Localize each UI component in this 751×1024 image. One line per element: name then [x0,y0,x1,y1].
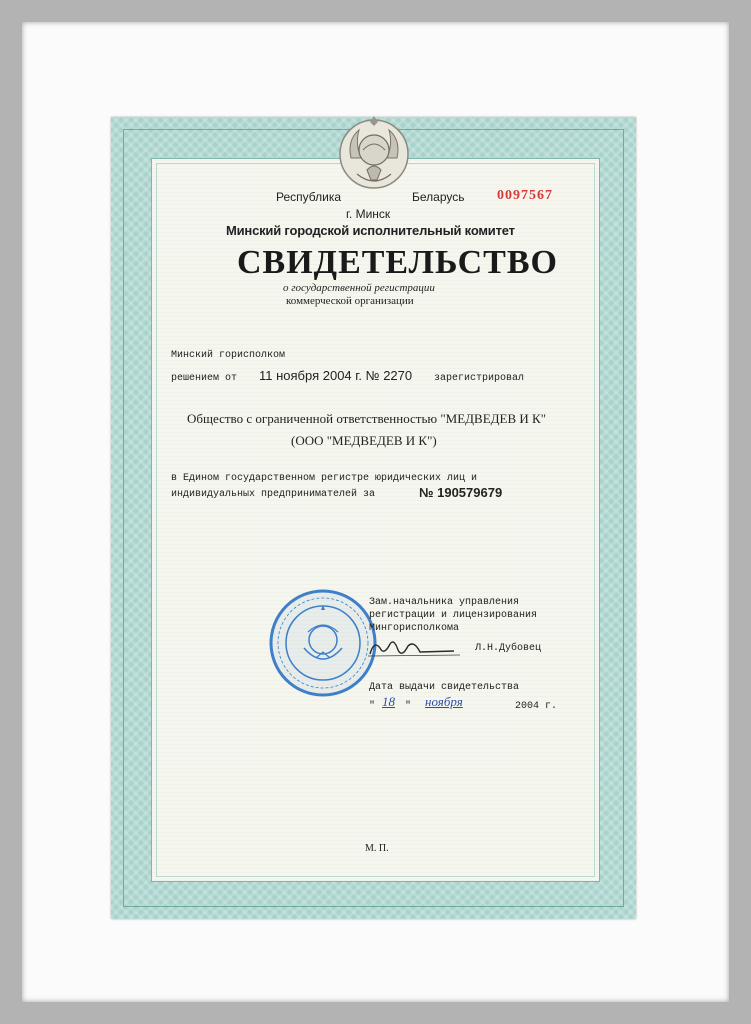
official-round-stamp [268,588,378,698]
issue-day-close-quote: " [405,701,412,712]
title-subtitle-2: коммерческой организации [286,295,414,307]
register-number: № 190579679 [419,485,503,500]
signer-position-line-1: Зам.начальника управления [369,597,520,608]
handwritten-signature [364,634,464,664]
decision-prefix: решением от [171,373,238,384]
issuer-text: Минский горисполком [171,350,286,361]
coat-of-arms-emblem [337,114,411,190]
issuing-committee: Минский городской исполнительный комитет [226,223,515,238]
signer-name: Л.Н.Дубовец [475,643,542,654]
city-label: г. Минск [346,207,391,221]
signer-position-line-2: регистрации и лицензирования [369,610,538,621]
issue-date-label: Дата выдачи свидетельства [369,682,520,693]
decision-date-number: 11 ноября 2004 г. № 2270 [259,368,413,383]
issue-year: 2004 г. [515,701,558,712]
org-full-name: Общество с ограниченной ответственностью "МЕДВЕДЕВ И К" [187,411,546,426]
issue-day-open-quote: " [369,701,376,712]
seal-place-mark: М. П. [365,843,389,854]
register-line-2: индивидуальных предпринимателей за [171,489,376,500]
document-title: СВИДЕТЕЛЬСТВО [237,244,558,281]
decision-suffix: зарегистрировал [434,373,525,384]
serial-number: 0097567 [497,188,553,203]
org-short-name: (ООО "МЕДВЕДЕВ И К") [291,433,437,448]
issue-day: 18 [382,694,395,709]
belarus-label: Беларусь [412,190,465,204]
title-subtitle-1: о государственной регистрации [283,282,435,294]
register-line-1: в Едином государственном регистре юридических лиц и [171,473,478,484]
signer-position-line-3: Мингорисполкома [369,623,460,634]
issue-month: ноября [425,694,463,709]
republic-label: Республика [276,190,342,204]
